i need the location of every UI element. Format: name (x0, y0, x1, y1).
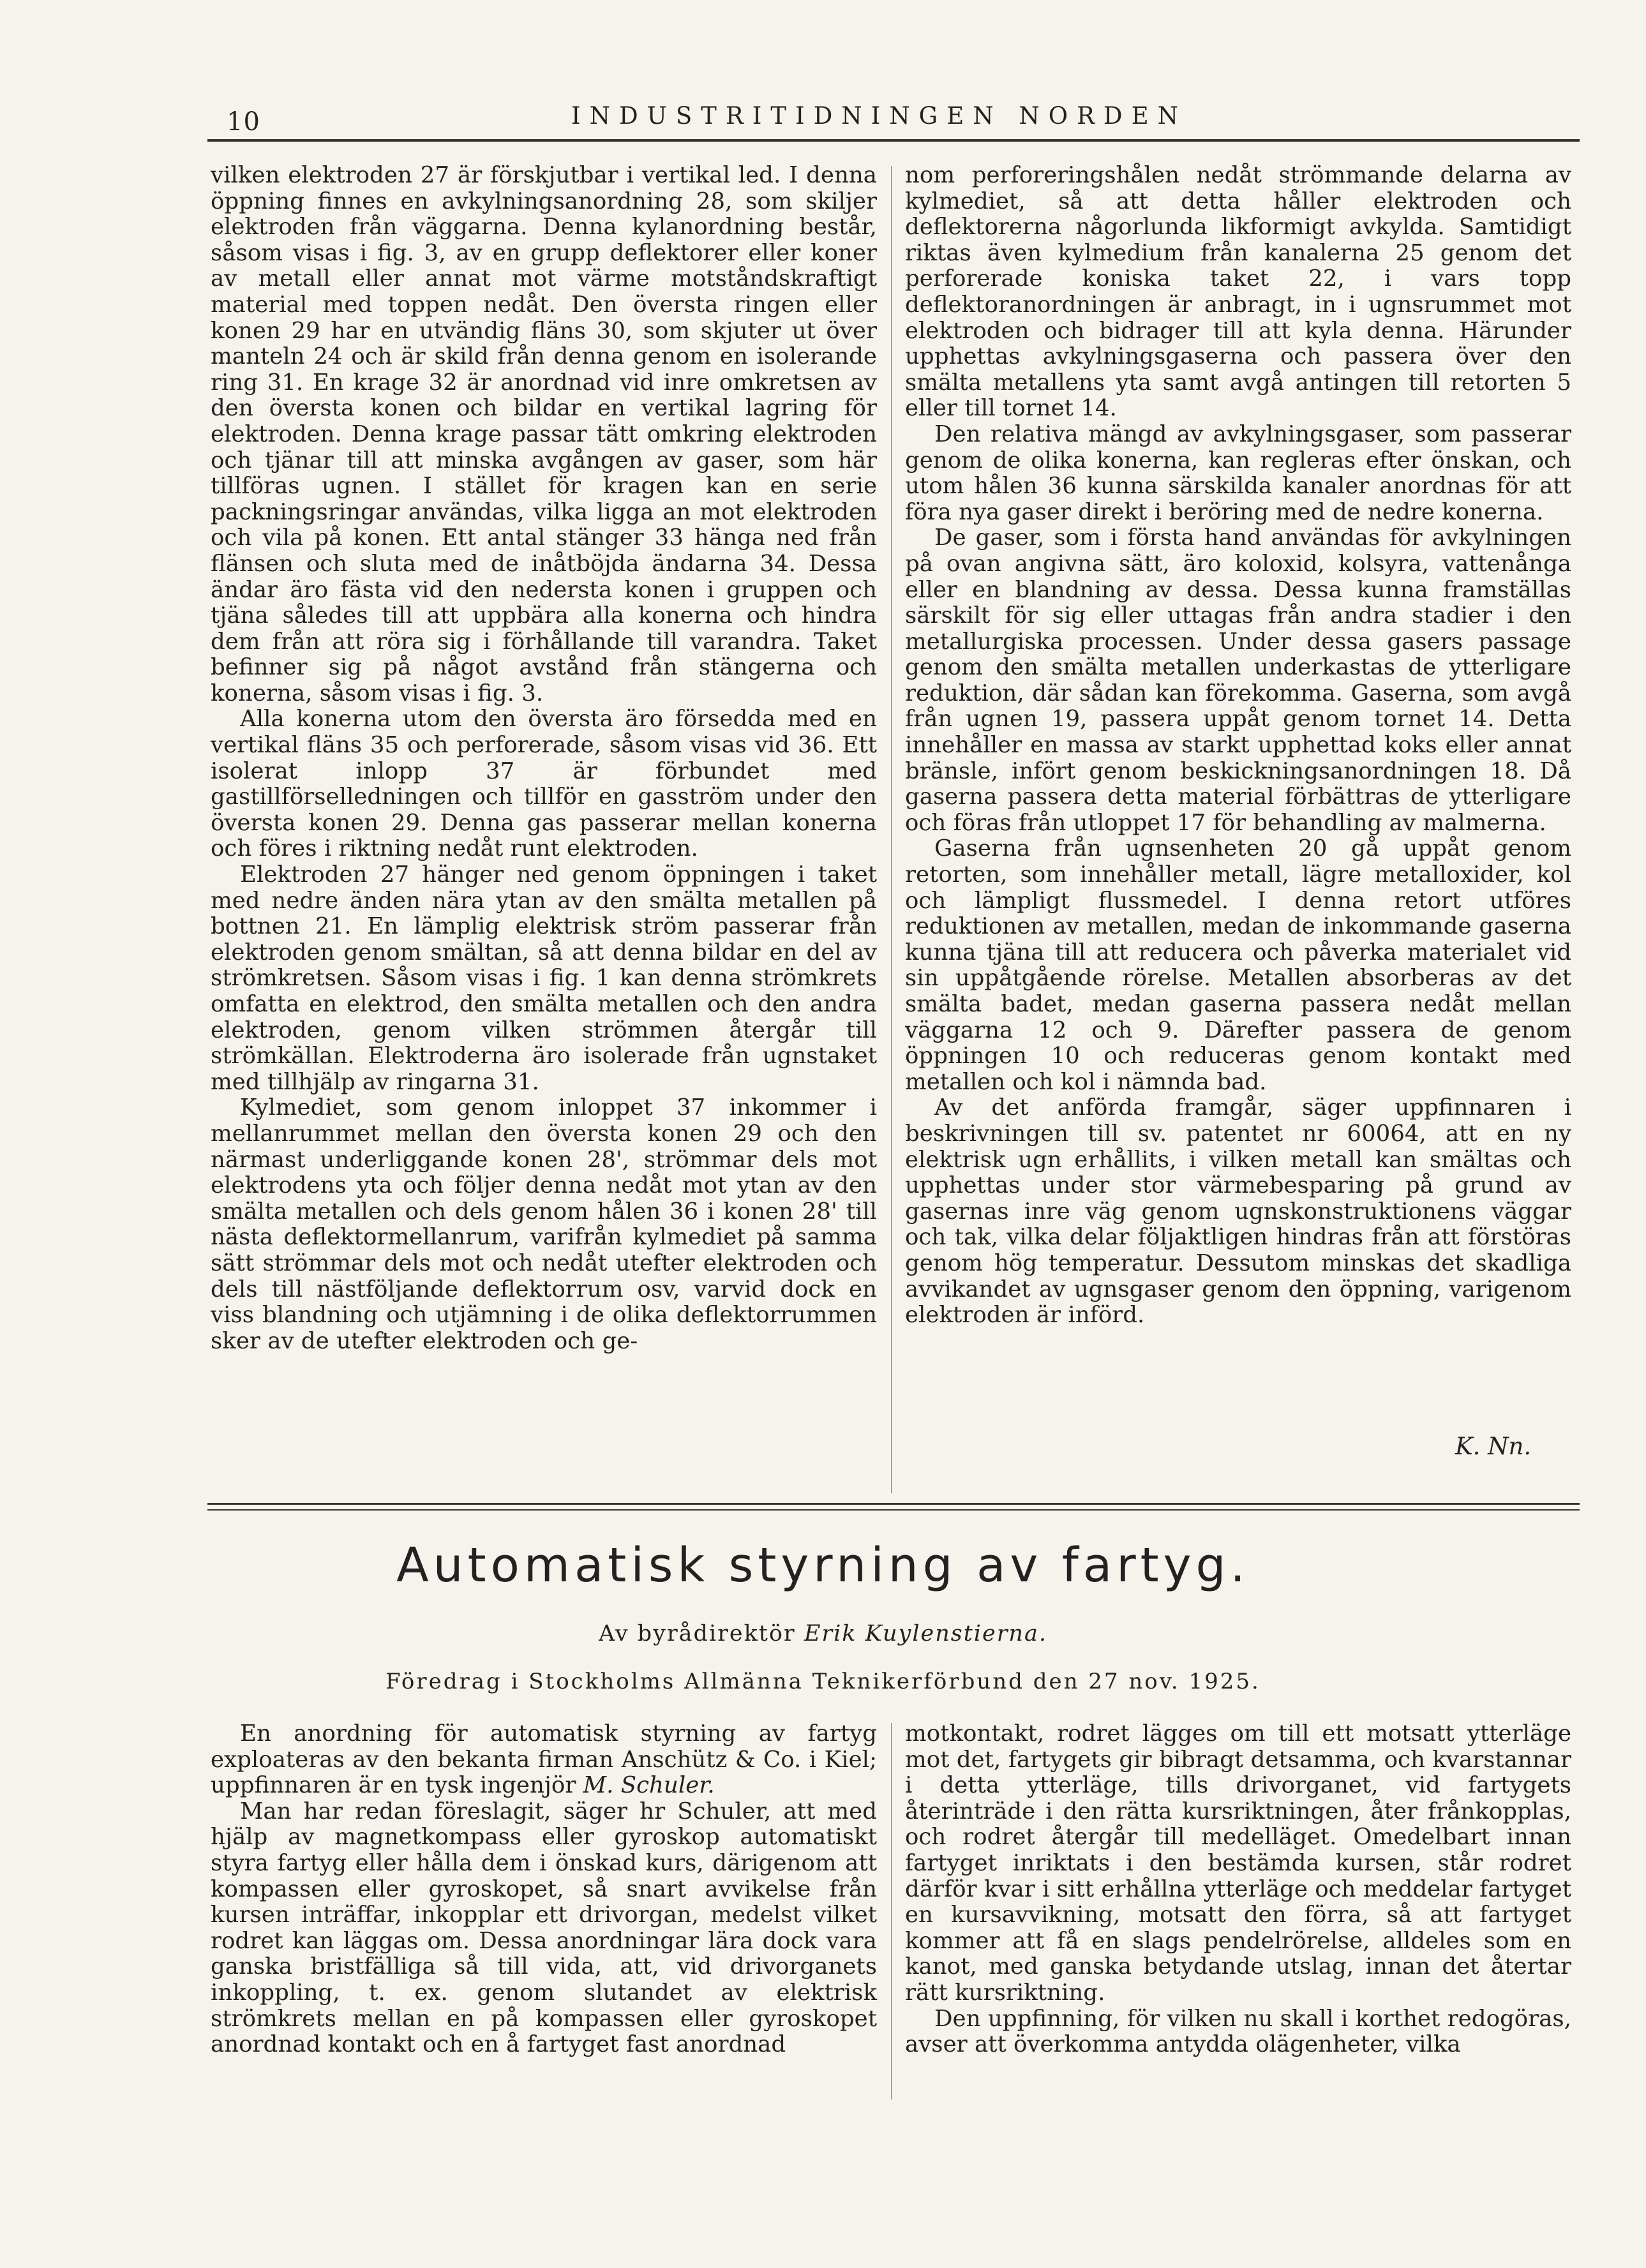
lecture-note: Föredrag i Stockholms Allmänna Teknikerförbund den 27 nov. 1925. (385, 1669, 1261, 1694)
first-article-left-column (211, 163, 877, 1354)
paragraph (211, 1721, 877, 1799)
paragraph: nom perforeringshålen nedåt strömmande delarna av kylmediet, så att detta håller elektroden och deflektorerna någorlunda likformigt avkylda. Samtidigt riktas även kylmedium från kanalerna 25 genom det perforerade koniska taket 22, i vars topp deflektoranordningen är anbragt, in i ugnsrummet mot elektroden och bidrager till att kyla denna. Härunder upphettas avkylningsgaserna och passera över den smälta metallens yta samt avgå antingen till retorten 5 eller till tornet 14. (905, 162, 1571, 422)
header-rule (207, 139, 1580, 142)
paragraph: vilken elektroden 27 är förskjutbar i vertikal led. I denna öppning finnes en avkylningsanordning 28, som skiljer elektroden från väggarna. Denna kylanordning består, såsom visas i fig. 3, av en grupp deflektorer eller koner av metall eller annat mot värme motståndskraftigt material med toppen nedåt. Den översta ringen eller konen 29 har en utvändig fläns 30, som skjuter ut över manteln 24 och är skild från denna genom en isolerande ring 31. En krage 32 är anordnad vid inre omkretsen av den översta konen och bildar en vertikal lagring för elektroden. Denna krage passar tätt omkring elektroden och tjänar till att minska avgången av gaser, som här tillföras ugnen. I stället för kragen kan en serie packningsringar användas, vilka ligga an mot elektroden och vila på konen. Ett antal stänger 33 hänga ned från flänsen och sluta med de inåtböjda ändarna 34. Dessa ändar äro fästa vid den nedersta konen i gruppen och tjäna således till att uppbära alla konerna och hindra dem från att röra sig i förhållande till varandra. Taket befinner sig på något avstånd från stängerna och konerna, såsom visas i fig. 3. (211, 162, 877, 706)
article-title: Automatisk styrning av fartyg. (396, 1538, 1250, 1593)
paragraph: Den relativa mängd av avkylningsgaser, som passerar genom de olika konerna, kan regleras efter önskan, och utom hålen 36 kunna särskilda kanaler anordnas för att föra nya gaser direkt i beröring med de nedre konerna. (905, 421, 1571, 525)
second-article-left-column (211, 1721, 877, 2058)
paragraph: Elektroden 27 hänger ned genom öppningen i taket med nedre änden nära ytan av den smälta metallen på bottnen 21. En lämplig elektrisk ström passerar från elektroden genom smältan, så att denna bildar en del av strömkretsen. Såsom visas i fig. 1 kan denna strömkrets omfatta en elektrod, den smälta metallen och den andra elektroden, genom vilken strömmen återgår till strömkällan. Elektroderna äro isolerade från ugnstaket med tillhjälp av ringarna 31. (211, 862, 877, 1095)
paragraph: De gaser, som i första hand användas för avkylningen på ovan angivna sätt, äro koloxid, kolsyra, vattenånga eller en blandning av dessa. Dessa kunna framställas särskilt för sig eller uttagas från andra stadier i den metallurgiska processen. Under dessa gasers passage genom den smälta metallen underkastas de ytterligare reduktion, där sådan kan förekomma. Gaserna, som avgå från ugnen 19, passera uppåt genom tornet 14. Detta innehåller en massa av starkt upphettad koks eller annat bränsle, infört genom beskickningsanordningen 18. Då gaserna passera detta material förbättras de ytterligare och föras från utloppet 17 för behandling av malmerna. (905, 525, 1571, 836)
column-divider (891, 166, 892, 1493)
paragraph: Alla konerna utom den översta äro försedda med en vertikal fläns 35 och perforerade, såsom visas vid 36. Ett isolerat inlopp 37 är förbundet med gastillförselledningen och tillför en gasström under den översta konen 29. Denna gas passerar mellan konerna och föres i riktning nedåt runt elektroden. (211, 706, 877, 862)
paragraph: Kylmediet, som genom inloppet 37 inkommer i mellanrummet mellan den översta konen 29 och den närmast underliggande konen 28', strömmar dels mot elektrodens yta och följer denna nedåt mot ytan av den smälta metallen och dels genom hålen 36 i konen 28' till nästa deflektormellanrum, varifrån kylmediet på samma sätt strömmar dels mot och nedåt utefter elektroden och dels till nästföljande deflektorrum osv, varvid dock en viss blandning och utjämning i de olika deflektorrummen sker av de utefter elektroden och ge- (211, 1094, 877, 1354)
section-rule (207, 1503, 1580, 1505)
paragraph: Gaserna från ugnsenheten 20 gå uppåt genom retorten, som innehåller metall, lägre metalloxider, kol och lämpligt flussmedel. I denna retort utföres reduktionen av metallen, medan de inkommande gaserna kunna tjäna till att reducera och påverka materialet vid sin uppåtgående rörelse. Metallen absorberas av det smälta badet, medan gaserna passera nedåt mellan väggarna 12 och 9. Därefter passera de genom öppningen 10 och reduceras genom kontakt med metallen och kol i nämnda bad. (905, 835, 1571, 1095)
inventor-name: M. Schuler. (583, 1772, 715, 1799)
column-divider (891, 1723, 892, 2100)
second-article-right-column (905, 1721, 1571, 2058)
paragraph: Man har redan föreslagit, säger hr Schuler, att med hjälp av magnetkompass eller gyroskop automatiskt styra fartyg eller hålla dem i önskad kurs, därigenom att kompassen eller gyroskopet, så snart avvikelse från kursen inträffar, inkopplar ett drivorgan, medelst vilket rodret kan läggas om. Dessa anordningar lära dock vara ganska bristfälliga så till vida, att, vid drivorganets inkoppling, t. ex. genom slutandet av elektrisk strömkrets mellan en på kompassen eller gyroskopet anordnad kontakt och en å fartyget fast anordnad (211, 1798, 877, 2058)
byline-prefix: Av byrådirektör (599, 1621, 796, 1646)
paragraph: motkontakt, rodret lägges om till ett motsatt ytterläge mot det, fartygets gir bibragt detsamma, och kvarstannar i detta ytterläge, tills drivorganet, vid fartygets återinträde i den rätta kursriktningen, åter frånkopplas, och rodret återgår till medelläget. Omedelbart innan fartyget inriktats i den bestämda kursen, står rodret därför kvar i sitt erhållna ytterläge och meddelar fartyget en kursavvikning, motsatt den förra, så att fartyget kommer att få en slags pendelrörelse, alldeles som en kanot, med ganska betydande utslag, innan det återtar rätt kursriktning. (905, 1720, 1571, 2006)
byline (0, 1621, 1646, 1646)
paragraph: Av det anförda framgår, säger uppfinnaren i beskrivningen till sv. patentet nr 60064, att en ny elektrisk ugn erhållits, i vilken metall kan smältas och upphettas under stor värmebesparing på grund av gasernas inre väg genom ugnskonstruktionens väggar och tak, vilka delar följaktligen hindras från att förstöras genom hög temperatur. Dessutom minskas det skadliga avvikandet av ugnsgaser genom den öppning, varigenom elektroden är införd. (905, 1094, 1571, 1329)
publication-title: INDUSTRITIDNINGEN NORDEN (571, 102, 1187, 130)
paragraph: Den uppfinning, för vilken nu skall i korthet redogöras, avser att överkomma antydda olägenheter, vilka (905, 2005, 1571, 2058)
section-rule (207, 1509, 1580, 1511)
author-name: Erik Kuylenstierna. (804, 1621, 1047, 1646)
paragraph-text: En anordning för automatisk styrning av fartyg exploateras av den bekanta firman Anschütz & Co. i Kiel; uppfinnaren är en tysk ingenjör (211, 1720, 877, 1799)
first-article-right-column (905, 163, 1571, 1329)
article-signature: K. Nn. (1455, 1433, 1532, 1460)
page-number: 10 (227, 107, 260, 137)
